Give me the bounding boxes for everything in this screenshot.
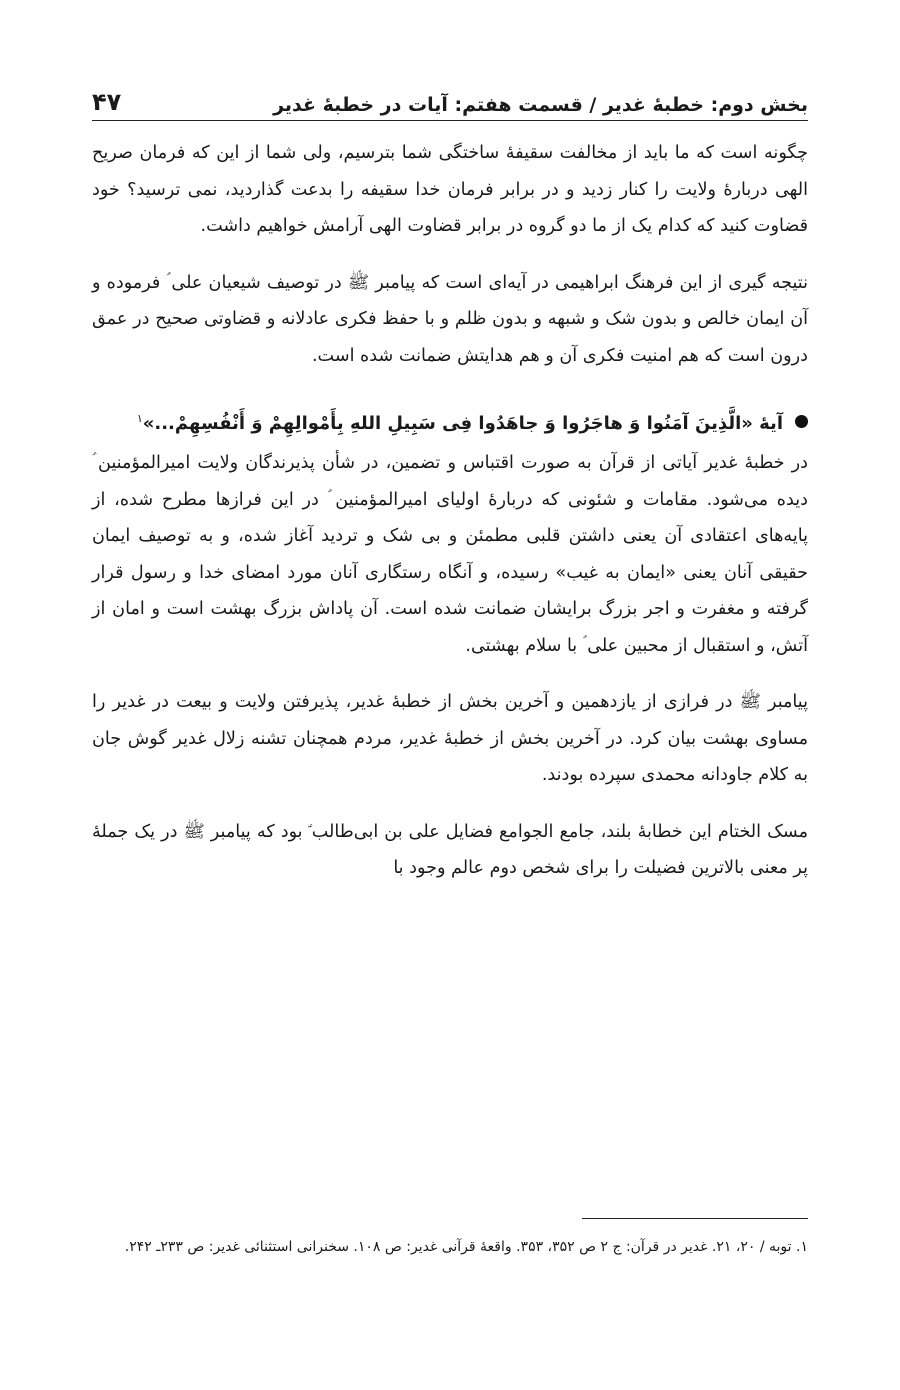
ayah-line: [137, 400, 783, 443]
paragraph: پیامبر ﷺ در فرازی از یازدهمین و آخرین بخش از خطبهٔ غدیر، پذیرفتن ولایت و بیعت در غدیر را مساوی بهشت بیان کرد. در آخرین بخش از خطبهٔ غدیر، مردم همچنان تشنه زلال غدیر گوش جان به کلام جاودانه محمدی سپرده بودند.: [92, 692, 808, 785]
paragraph: نتیجه گیری از این فرهنگ ابراهیمی در آیه‌ای است که پیامبر ﷺ در توصیف شیعیان علی ؑ فرموده و آن ایمان خالص و بدون شک و شبهه و بدون ظلم و با حفظ فکری عادلانه و قضاوتی صحیح در عمق درون است که هم امنیت فکری آن و هم هدایتش ضمانت شده است.: [92, 272, 808, 366]
paragraph: مسک الختام این خطابهٔ بلند، جامع الجوامع فضایل علی بن ابی‌طالب ؑ بود که پیامبر ﷺ در یک جملهٔ پر معنی بالاترین فضیلت را برای شخص دوم عالم وجود با: [92, 821, 808, 878]
running-header: [92, 66, 808, 121]
bullet-icon: [795, 415, 808, 428]
ayah-prefix: آیهٔ «: [741, 413, 783, 434]
ayah-heading: [92, 400, 808, 443]
paragraph: در خطبهٔ غدیر آیاتی از قرآن به صورت اقتباس و تضمین، در شأن پذیرندگان ولایت امیرالمؤمنین ؑ دیده می‌شود. مقامات و شئونی که دربارهٔ اولیای امیرالمؤمنین ؑ در این فرازها مطرح شده، از پایه‌های اعتقادی آن یعنی داشتن قلبی مطمئن و بی شک و تردید آغاز شده، و به توصیف ایمان حقیقی آنان یعنی «ایمان به غیب» رسیده، و آنگاه رستگاری آنان مورد امضای خدا و رسول قرار گرفته و مغفرت و اجر بزرگ برایشان ضمانت شده است. آن پاداش بزرگ بهشت است و امان از آتش، و استقبال از محبین علی ؑ با سلام بهشتی.: [92, 453, 808, 656]
main-text: [92, 135, 808, 907]
page-number: ۴۷: [92, 88, 122, 116]
footnote: ۱. توبه / ۲۰، ۲۱. غدیر در قرآن: ج ۲ ص ۳۵۲، ۳۵۳. واقعهٔ قرآنی غدیر: ص ۱۰۸. سخنرانی استثنائی غدیر: ص ۲۳۳ـ ۲۴۲.: [124, 1239, 808, 1255]
header-title: بخش دوم: خطبهٔ غدیر / قسمت هفتم: آیات در خطبهٔ غدیر: [273, 94, 808, 116]
ayah-text: الَّذِینَ آمَنُوا وَ هاجَرُوا وَ جاهَدُوا فِی سَبِیلِ اللهِ بِأَمْوالِهِمْ وَ أَنْفُسِهِمْ...: [154, 413, 742, 434]
footnote-ref[interactable]: ۱: [136, 412, 143, 425]
ayah-suffix: »: [142, 413, 155, 434]
paragraph: چگونه است که ما باید از مخالفت سقیفهٔ ساختگی شما بترسیم، ولی شما از این که فرمان صریح الهی دربارهٔ ولایت را کنار زدید و در برابر فرمان خدا سقیفه را بدعت گذاردید، نمی ترسید؟ خود قضاوت کنید که کدام یک از ما دو گروه در برابر قضاوت الهی آرامش خواهیم داشت.: [92, 143, 808, 236]
footnote-divider: [582, 1218, 808, 1219]
book-page: [92, 0, 808, 1390]
